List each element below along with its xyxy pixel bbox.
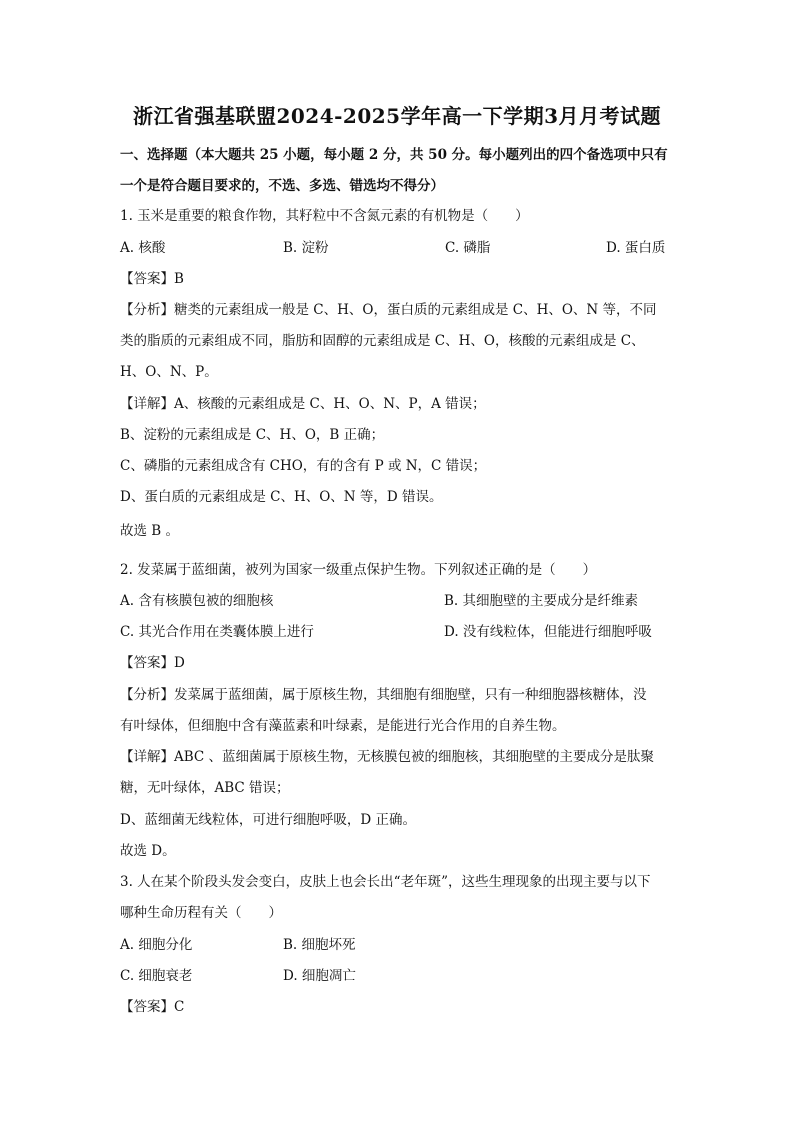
page-title: 浙江省强基联盟2024-2025学年高一下学期3月月考试题	[132, 104, 662, 128]
q3-option-c: C. 细胞衰老	[120, 968, 193, 984]
q3-option-b: B. 细胞坏死	[283, 937, 356, 953]
q2-detail-line: 糖，无叶绿体，ABC 错误；	[120, 780, 290, 796]
section-heading-line2: 一个是符合题目要求的，不选、多选、错选均不得分）	[120, 178, 444, 194]
q1-detail-line: D、蛋白质的元素组成是 C、H、O、N 等，D 错误。	[120, 489, 443, 505]
q1-analysis-line: H、O、N、P。	[120, 364, 218, 380]
q2-analysis-line: 有叶绿体，但细胞中含有藻蓝素和叶绿素，是能进行光合作用的自养生物。	[120, 718, 566, 734]
q3-option-d: D. 细胞凋亡	[283, 968, 356, 984]
q2-conclusion: 故选 D。	[120, 843, 176, 859]
q3-stem-line2: 哪种生命历程有关（ ）	[120, 905, 282, 921]
q1-option-b: B. 淀粉	[283, 240, 329, 256]
q3-option-a: A. 细胞分化	[120, 937, 193, 953]
q1-detail-line: B、淀粉的元素组成是 C、H、O，B 正确；	[120, 427, 385, 443]
q2-stem: 2. 发菜属于蓝细菌，被列为国家一级重点保护生物。下列叙述正确的是（ ）	[120, 562, 597, 578]
q1-option-a: A. 核酸	[120, 240, 166, 256]
q1-detail-line: C、磷脂的元素组成含有 CHO，有的含有 P 或 N，C 错误；	[120, 458, 487, 474]
q2-analysis-line: 【分析】发菜属于蓝细菌，属于原核生物，其细胞有细胞壁，只有一种细胞器核糖体，没	[120, 687, 647, 703]
q1-stem: 1. 玉米是重要的粮食作物，其籽粒中不含氮元素的有机物是（ ）	[120, 208, 529, 224]
q2-detail-line: 【详解】ABC 、蓝细菌属于原核生物，无核膜包被的细胞核，其细胞壁的主要成分是肽聚	[120, 749, 655, 765]
q2-option-a: A. 含有核膜包被的细胞核	[120, 593, 274, 609]
q2-option-c: C. 其光合作用在类囊体膜上进行	[120, 624, 314, 640]
q1-detail-line: 【详解】A、核酸的元素组成是 C、H、O、N、P，A 错误；	[120, 396, 486, 412]
q3-answer: 【答案】C	[120, 999, 185, 1015]
q1-option-c: C. 磷脂	[445, 240, 491, 256]
q3-stem-line1: 3. 人在某个阶段头发会变白，皮肤上也会长出“老年斑”，这些生理现象的出现主要与以下	[120, 874, 651, 890]
q1-analysis-line: 类的脂质的元素组成不同，脂肪和固醇的元素组成是 C、H、O，核酸的元素组成是 C、	[120, 333, 645, 349]
q2-option-d: D. 没有线粒体，但能进行细胞呼吸	[444, 624, 652, 640]
q2-option-b: B. 其细胞壁的主要成分是纤维素	[444, 593, 639, 609]
q1-option-d: D. 蛋白质	[606, 240, 666, 256]
q2-answer: 【答案】D	[120, 655, 185, 671]
q2-detail-line: D、蓝细菌无线粒体，可进行细胞呼吸，D 正确。	[120, 812, 416, 828]
q1-conclusion: 故选 B 。	[120, 523, 180, 539]
q1-answer: 【答案】B	[120, 271, 184, 287]
section-heading-line1: 一、选择题（本大题共 25 小题，每小题 2 分，共 50 分。每小题列出的四个备选项中只有	[120, 147, 668, 163]
q1-analysis-line: 【分析】糖类的元素组成一般是 C、H、O，蛋白质的元素组成是 C、H、O、N 等，不同	[120, 302, 657, 318]
